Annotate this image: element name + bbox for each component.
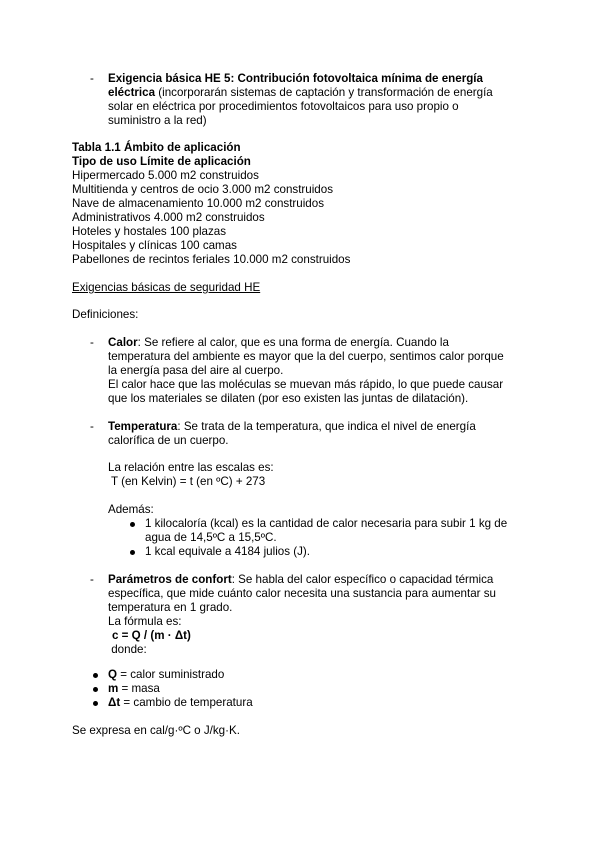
he5-title: Exigencia básica HE 5: Contribución fotovoltaica mínima de energía xyxy=(108,72,483,85)
confort-text: específica, que mide cuánto calor necesita una sustancia para aumentar su xyxy=(108,587,496,600)
formula: c = Q / (m · Δt) xyxy=(112,629,191,642)
he5-desc: (incorporarán sistemas de captación y transformación de energía xyxy=(155,86,493,99)
units-line: Se expresa en cal/g·ºC o J/kg·K. xyxy=(72,724,240,737)
table-row: Hoteles y hostales 100 plazas xyxy=(72,225,227,238)
relation-formula: T (en Kelvin) = t (en ºC) + 273 xyxy=(108,475,266,488)
calor-term: Calor xyxy=(108,336,138,349)
bullet-icon xyxy=(93,701,98,706)
confort-text: La fórmula es: xyxy=(108,615,182,628)
bullet-icon xyxy=(93,673,98,678)
confort-text: temperatura en 1 grado. xyxy=(108,601,233,614)
calor-text: que los materiales se dilaten (por eso existen las juntas de dilatación). xyxy=(108,392,469,405)
he5-desc-l4: suministro a la red) xyxy=(108,114,207,127)
table-row: Hipermercado 5.000 m2 construidos xyxy=(72,169,259,182)
dash-marker: - xyxy=(90,420,94,433)
table-row: Pabellones de recintos feriales 10.000 m2 construidos xyxy=(72,253,351,266)
ademas-label: Además: xyxy=(108,503,154,516)
document-page: - Exigencia básica HE 5: Contribución fotovoltaica mínima de energía eléctrica (incorporarán sistemas de captación y transformación de energía solar en eléctrica por procedimientos fotovoltaicos para uso propio o suministro a la red) Tabla 1.1 Ámbito de aplicación Tipo de uso Límite de aplicación Hipermercado 5.000 m2 construidos Multitienda y centros de ocio 3.000 m2 construidos Nave de almacenamiento 10.000 m2 construidos Administrativos 4.000 m2 construidos Hoteles y hostales 100 plazas Hospitales y clínicas 100 camas Pabellones de recintos feriales 10.000 m2 construidos Exigencias básicas de seguridad HE Definiciones: - Calor: Se refiere al calor, que es una forma de energía. Cuando la temperatura del ambiente es mayor que la del cuerpo, sentimos calor porque la energía pasa del aire al cuerpo. El calor hace que las moléculas se muevan más rápido, lo que puede causar que los materiales se dilaten (por eso existen las juntas de dilatación). - Temperatura: Se trata de la temperatura, que indica el nivel de energía calorífica de un cuerpo. La relación entre las escalas es: T (en Kelvin) = t (en ºC) + 273 Además: 1 kilocaloría (kcal) es la cantidad de calor necesaria para subir 1 kg de agua de 14,5ºC a 15,5ºC. 1 kcal equivale a 4184 julios (J). - Parámetros de confort: Se habla del calor específico o capacidad térmica específica, que mide cuánto calor necesita una sustancia para aumentar su temperatura en 1 grado. La fórmula es: c = Q / (m · Δt) donde: Q = calor suministrado m = masa Δt = cambio de temperatura Se expresa en cal/g·ºC o J/kg·K. xyxy=(72,72,508,737)
bullet-icon xyxy=(93,687,98,692)
table-row: Administrativos 4.000 m2 construidos xyxy=(72,211,265,224)
temperatura-text: calorífica de un cuerpo. xyxy=(108,434,229,447)
dash-marker: - xyxy=(90,573,94,586)
donde-label: donde: xyxy=(108,643,147,656)
table-caption: Tabla 1.1 Ámbito de aplicación xyxy=(72,141,241,154)
dash-marker: - xyxy=(90,72,94,85)
bullet-icon xyxy=(130,522,135,527)
confort-term: Parámetros de confort xyxy=(108,573,232,586)
temperatura-term: Temperatura xyxy=(108,420,178,433)
application-table xyxy=(72,141,350,267)
relation-label: La relación entre las escalas es: xyxy=(108,461,274,474)
calor-text: temperatura del ambiente es mayor que la del cuerpo, sentimos calor porque xyxy=(108,350,504,363)
dash-marker: - xyxy=(90,336,94,349)
section-heading-link[interactable]: Exigencias básicas de seguridad HE xyxy=(72,281,261,294)
calor-text: la energía pasa del aire al cuerpo. xyxy=(108,364,284,377)
definitions-label: Definiciones: xyxy=(72,308,139,321)
table-header: Tipo de uso Límite de aplicación xyxy=(72,155,251,168)
he5-title-cont: eléctrica xyxy=(108,86,156,99)
he5-desc-l3: solar en eléctrica por procedimientos fotovoltaicos para uso propio o xyxy=(108,100,459,113)
bullet-icon xyxy=(130,550,135,555)
table-row: Multitienda y centros de ocio 3.000 m2 construidos xyxy=(72,183,334,196)
calor-text: El calor hace que las moléculas se muevan más rápido, lo que puede causar xyxy=(108,378,504,391)
table-row: Hospitales y clínicas 100 camas xyxy=(72,239,237,252)
table-row: Nave de almacenamiento 10.000 m2 construidos xyxy=(72,197,324,210)
